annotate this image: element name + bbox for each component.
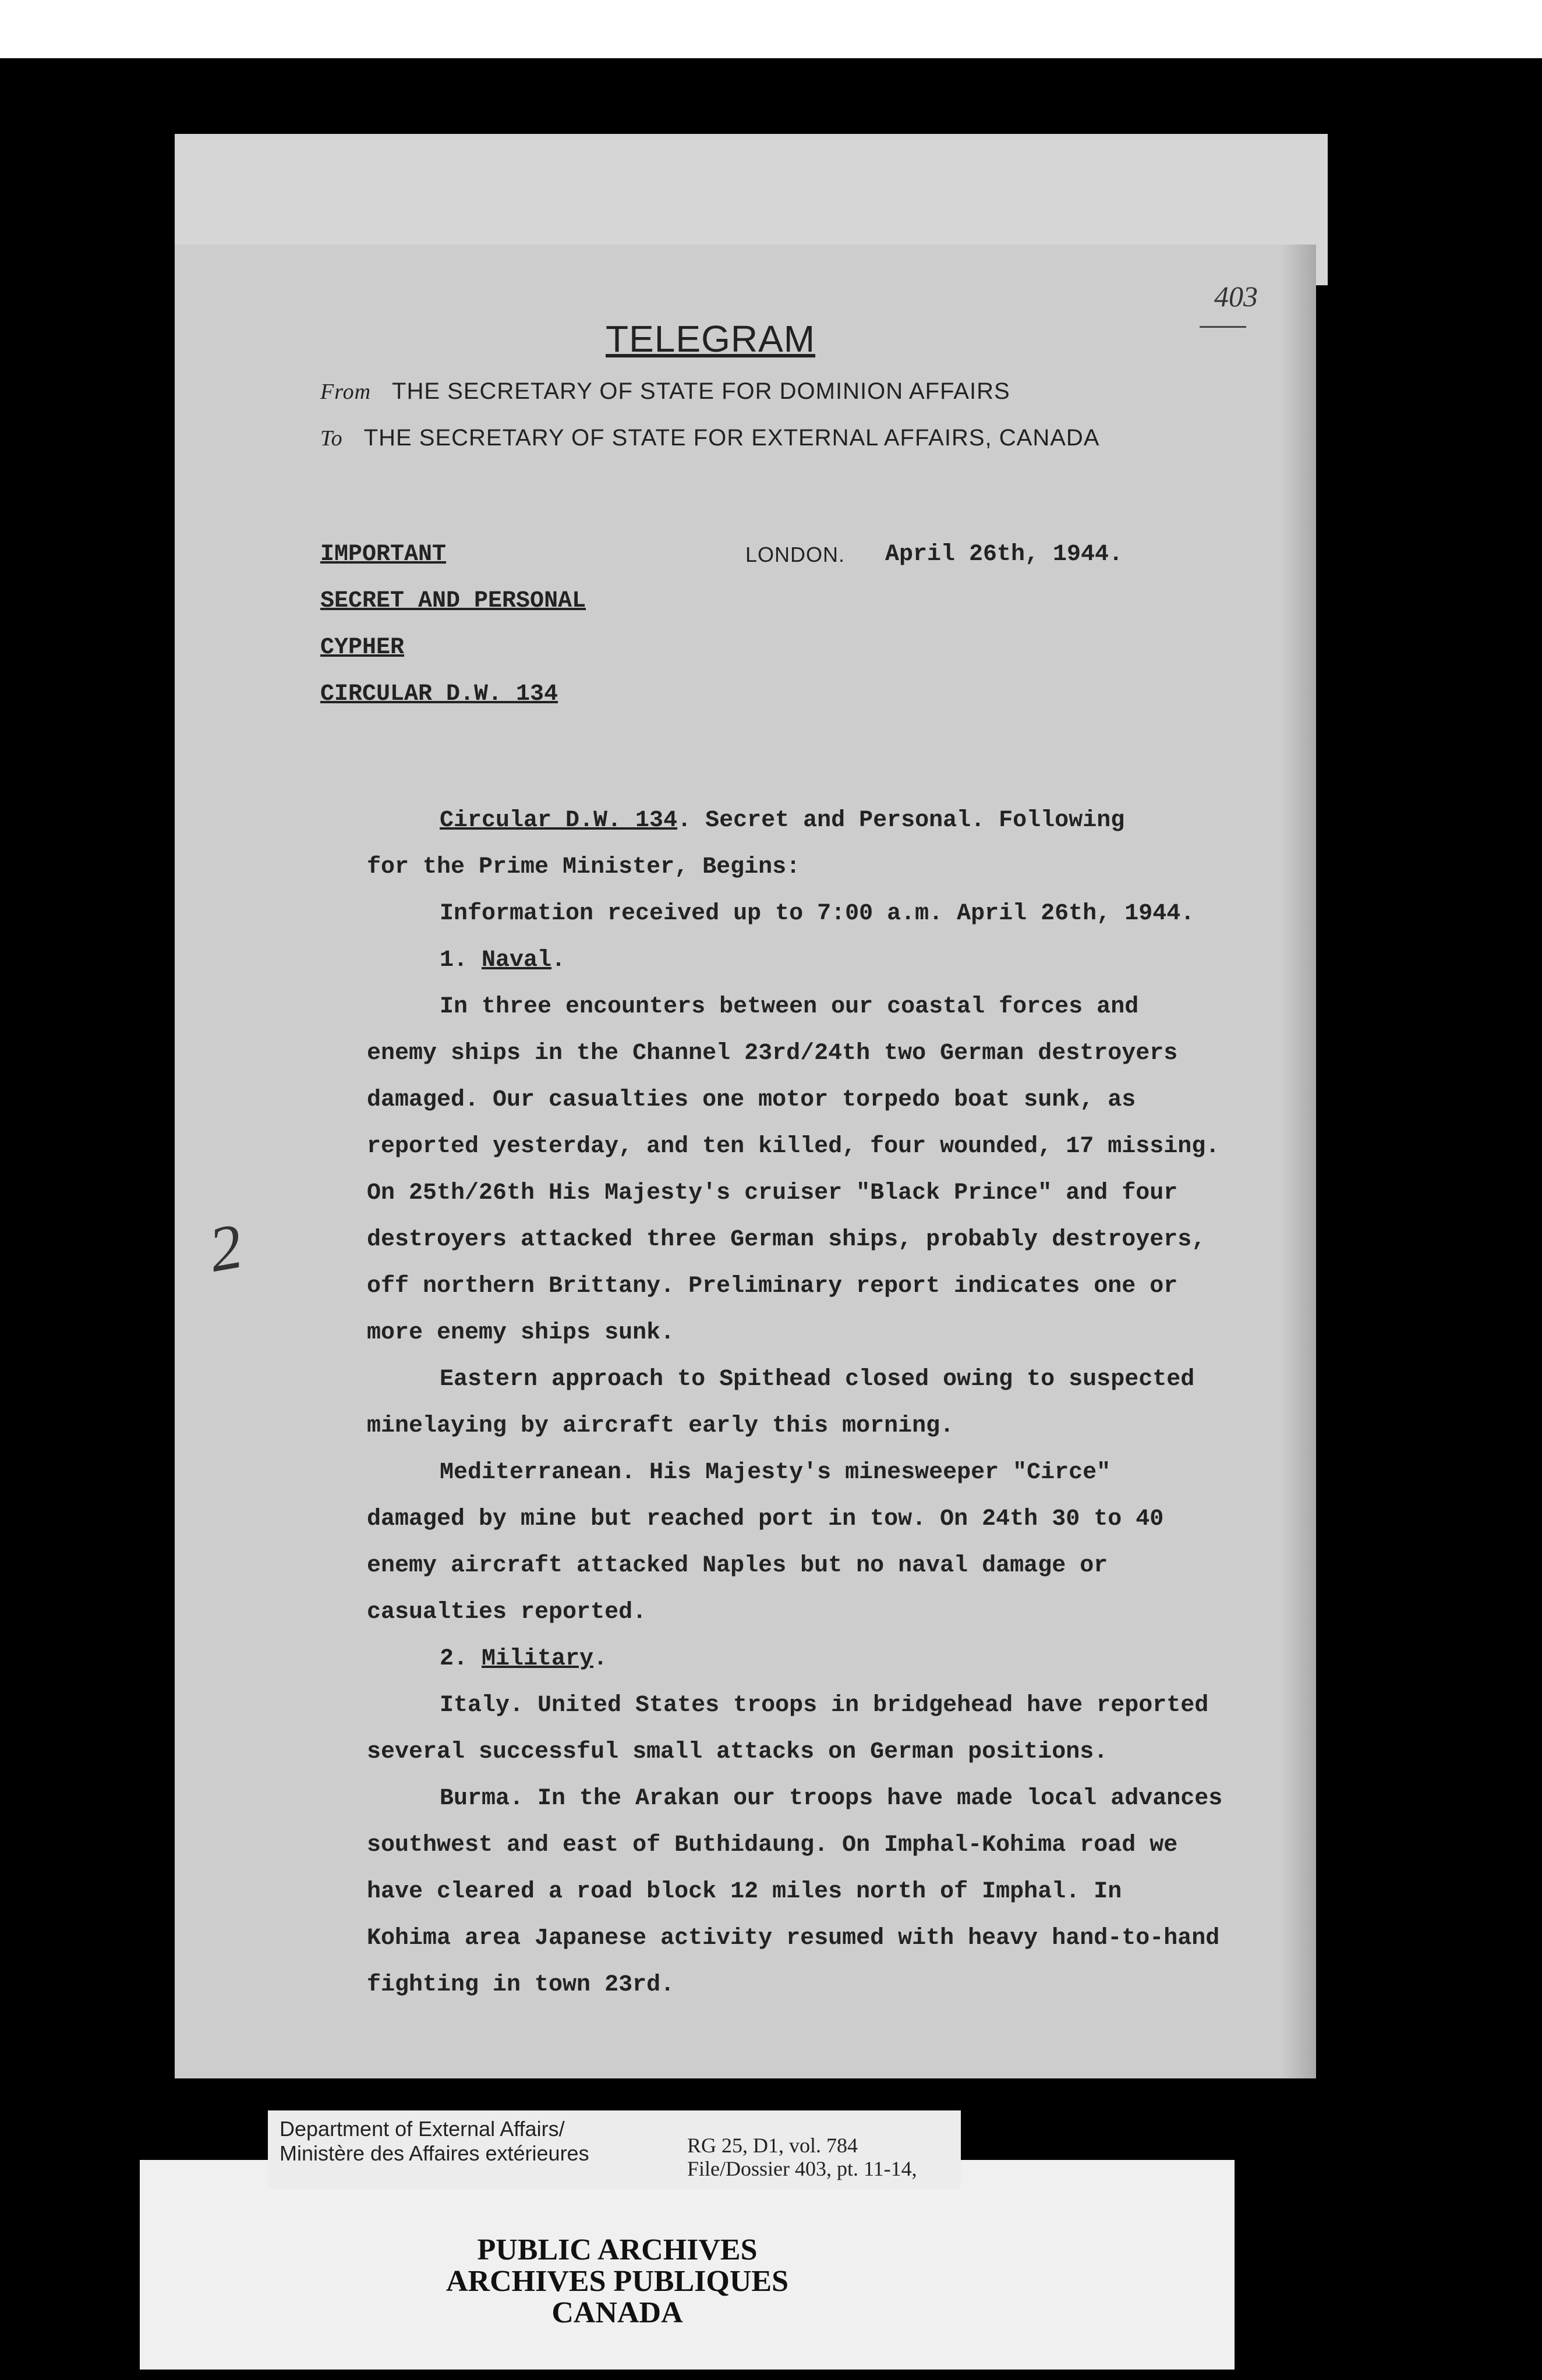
body-line: for the Prime Minister, Begins:: [367, 854, 801, 880]
page-number-rule: [1200, 326, 1246, 328]
department-line-2: Ministère des Affaires extérieures: [280, 2141, 589, 2165]
body-line: Mediterranean. His Majesty's minesweeper "Circe": [440, 1460, 1111, 1486]
body-line: destroyers attacked three German ships, probably destroyers,: [367, 1227, 1206, 1253]
body-line: Italy. United States troops in bridgehead have reported: [440, 1692, 1209, 1719]
body-line: Burma. In the Arakan our troops have made local advances: [440, 1786, 1223, 1812]
classification-secret: SECRET AND PERSONAL: [320, 588, 586, 614]
classification-circular: CIRCULAR D.W. 134: [320, 681, 558, 707]
classification-cypher: CYPHER: [320, 635, 405, 661]
top-margin: [0, 0, 1542, 58]
body-line: In three encounters between our coastal forces and: [440, 994, 1139, 1020]
section-period: .: [551, 947, 566, 973]
reference-line-2: File/Dossier 403, pt. 11-14,: [687, 2157, 917, 2180]
section-number: 2.: [440, 1646, 482, 1672]
body-line: enemy aircraft attacked Naples but no naval damage or: [367, 1553, 1108, 1579]
to-text: THE SECRETARY OF STATE FOR EXTERNAL AFFAIRS, CANADA: [363, 425, 1100, 451]
section-heading-naval: [367, 937, 1264, 984]
from-text: THE SECRETARY OF STATE FOR DOMINION AFFAIRS: [392, 378, 1010, 404]
body-line: have cleared a road block 12 miles north of Imphal. In: [367, 1879, 1122, 1905]
section-title: Naval: [482, 947, 552, 973]
body-line: casualties reported.: [367, 1599, 647, 1625]
body-line: Kohima area Japanese activity resumed with heavy hand-to-hand: [367, 1925, 1220, 1952]
classification-important: IMPORTANT: [320, 541, 447, 568]
body-line: fighting in town 23rd.: [367, 1972, 675, 1998]
body-line: reported yesterday, and ten killed, four wounded, 17 missing.: [367, 1134, 1220, 1160]
to-line: [320, 425, 1099, 451]
body-line: several successful small attacks on German positions.: [367, 1739, 1108, 1765]
body-line: enemy ships in the Channel 23rd/24th two German destroyers: [367, 1040, 1178, 1067]
sheet-edge-shadow: [1281, 245, 1316, 2078]
telegram-body: [367, 798, 1264, 2009]
body-line: more enemy ships sunk.: [367, 1320, 675, 1346]
section-number: 1.: [440, 947, 482, 973]
margin-note: 2: [203, 1210, 248, 1285]
stamp-line: PUBLIC ARCHIVES: [477, 2233, 758, 2266]
from-label: From: [320, 380, 372, 404]
to-label: To: [320, 426, 343, 451]
section-heading-military: [367, 1636, 1264, 1683]
archive-reference-label: [268, 2110, 961, 2189]
body-text: . Secret and Personal. Following: [677, 808, 1125, 834]
body-line: damaged. Our casualties one motor torpedo boat sunk, as: [367, 1087, 1136, 1113]
page-number: 403: [1214, 280, 1258, 313]
body-line: Information received up to 7:00 a.m. April 26th, 1944.: [440, 901, 1195, 927]
date: April 26th, 1944.: [885, 541, 1123, 568]
stamp-line: CANADA: [551, 2296, 683, 2329]
body-line: Eastern approach to Spithead closed owing to suspected: [440, 1366, 1195, 1393]
body-line: damaged by mine but reached port in tow. On 24th 30 to 40: [367, 1506, 1164, 1532]
body-line: [367, 798, 1264, 844]
department-line-1: Department of External Affairs/: [280, 2117, 565, 2141]
body-line: minelaying by aircraft early this morning.: [367, 1413, 954, 1439]
section-period: .: [593, 1646, 608, 1672]
body-line: On 25th/26th His Majesty's cruiser "Black Prince" and four: [367, 1180, 1178, 1206]
place: LONDON.: [745, 543, 846, 566]
telegram-title: TELEGRAM: [606, 318, 816, 360]
body-line: southwest and east of Buthidaung. On Imphal-Kohima road we: [367, 1832, 1178, 1858]
public-archives-stamp: [384, 2234, 850, 2329]
body-line: off northern Brittany. Preliminary report indicates one or: [367, 1273, 1178, 1299]
reference-line-1: RG 25, D1, vol. 784: [687, 2134, 858, 2157]
section-title: Military: [482, 1646, 594, 1672]
from-line: [320, 378, 1010, 405]
circular-ref: Circular D.W. 134: [440, 808, 678, 834]
stamp-line: ARCHIVES PUBLIQUES: [445, 2265, 789, 2298]
